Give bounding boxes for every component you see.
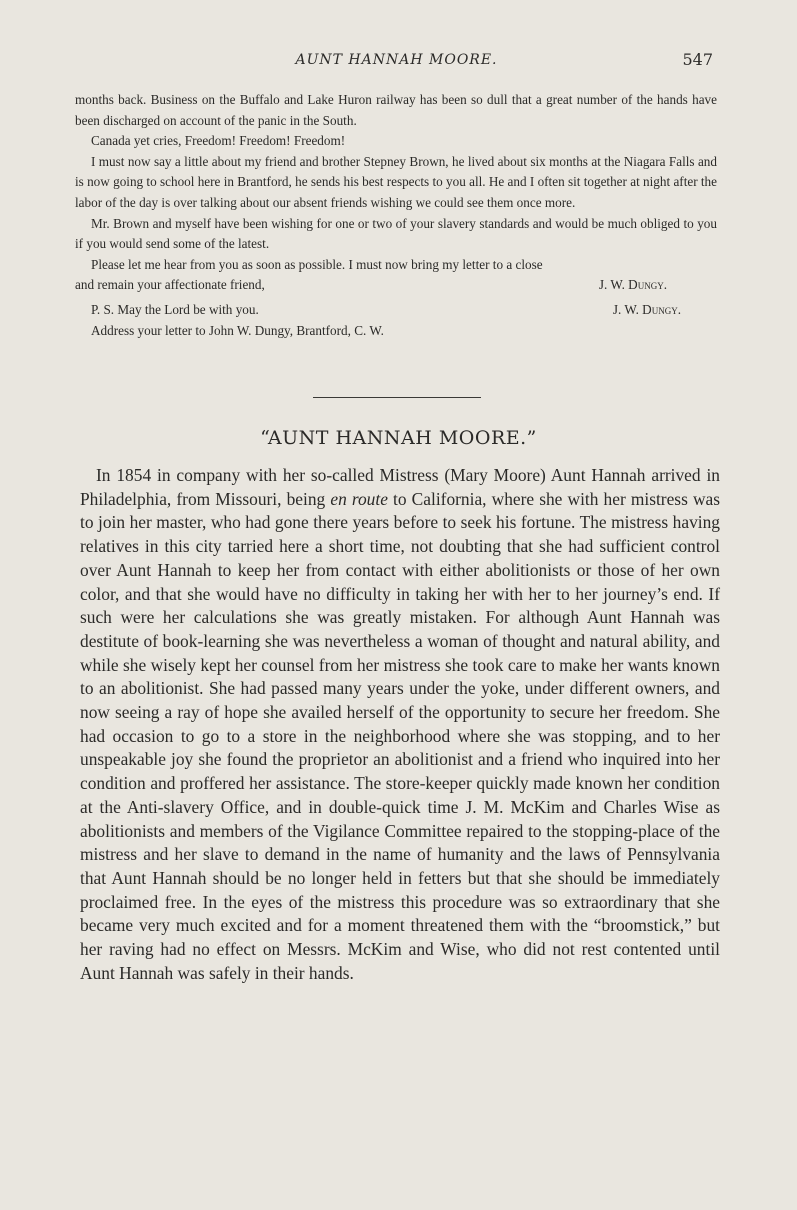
letter-paragraph: Please let me hear from you as soon as possible. I must now bring my letter to a close	[91, 256, 543, 272]
postscript: P. S. May the Lord be with you.	[91, 301, 259, 317]
postscript-signature: J. W. Dungy.	[612, 301, 681, 317]
letter-paragraph: Mr. Brown and myself have been wishing for one or two of your slavery standards and would be much obliged to you if you would send some of the latest.	[75, 215, 717, 252]
letter-text	[75, 90, 717, 341]
running-head	[80, 52, 713, 74]
article-paragraph	[80, 464, 720, 985]
page-number: 547	[682, 50, 713, 69]
letter-paragraph: I must now say a little about my friend and brother Stepney Brown, he lived about six months at the Niagara Falls and is now going to school here in Brantford, he sends his best respects to you all. He and I often sit together at night after the labor of the day is over talking about our absent friends wishing we could see them once more.	[75, 153, 718, 210]
letter-paragraph: months back. Business on the Buffalo and Lake Huron railway has been so dull that a great number of the hands have been discharged on account of the panic in the South.	[75, 92, 717, 128]
running-title: AUNT HANNAH MOORE.	[295, 52, 498, 68]
italic-phrase: en route	[330, 488, 388, 509]
article-text-start: In 1854 in company with her so-called Mistress (Mary Moore) Aunt Hannah arrived in Philadelphia, from Missouri, being	[80, 465, 720, 509]
section-divider	[313, 397, 481, 398]
postscript-line	[75, 300, 717, 321]
signature: J. W. Dungy.	[598, 277, 667, 293]
closing-line	[75, 275, 717, 296]
letter-paragraph: Canada yet cries, Freedom! Freedom! Freedom!	[91, 133, 346, 149]
closing-text: and remain your affectionate friend,	[75, 277, 265, 293]
article-text-rest: to California, where she with her mistress was to join her master, who had gone there years before to seek his fortune. The mistress having relatives in this city tarried here a short time, not doubting that she had sufficient control over Aunt Hannah to keep her from contact with either abolitionists or those of her own color, and that she would have no difficulty in taking her with her to her journey’s end. If such were her calculations she was greatly mistaken. For although Aunt Hannah was destitute of book-learning she was nevertheless a woman of thought and natural ability, and while she wisely kept her counsel from her mistress she took care to make her wants known to an abolitionist. She had passed many years under the yoke, under different owners, and now seeing a ray of hope she availed herself of the opportunity to secure her freedom. She had occasion to go to a store in the neighborhood where she was stopping, and to her unspeakable joy she found the proprietor an abolitionist and a friend who inquired into her condition and proffered her assistance. The store-keeper quickly made known her condition at the Anti-slavery Office, and in double-quick time J. M. McKim and Charles Wise as abolitionists and members of the Vigilance Committee repaired to the stopping-place of the mistress and her slave to demand in the name of humanity and the laws of Pennsylvania that Aunt Hannah should be no longer held in fetters but that she should be immediately proclaimed free. In the eyes of the mistress this procedure was so extraordinary that she became very much excited and for a moment threatened them with the “broomstick,” but her raving had no effect on Messrs. McKim and Wise, who did not rest contented until Aunt Hannah was safely in their hands.	[80, 488, 720, 983]
article-title: “AUNT HANNAH MOORE.”	[260, 427, 537, 449]
article-body	[80, 464, 720, 985]
address-line: Address your letter to John W. Dungy, Brantford, C. W.	[91, 322, 384, 338]
